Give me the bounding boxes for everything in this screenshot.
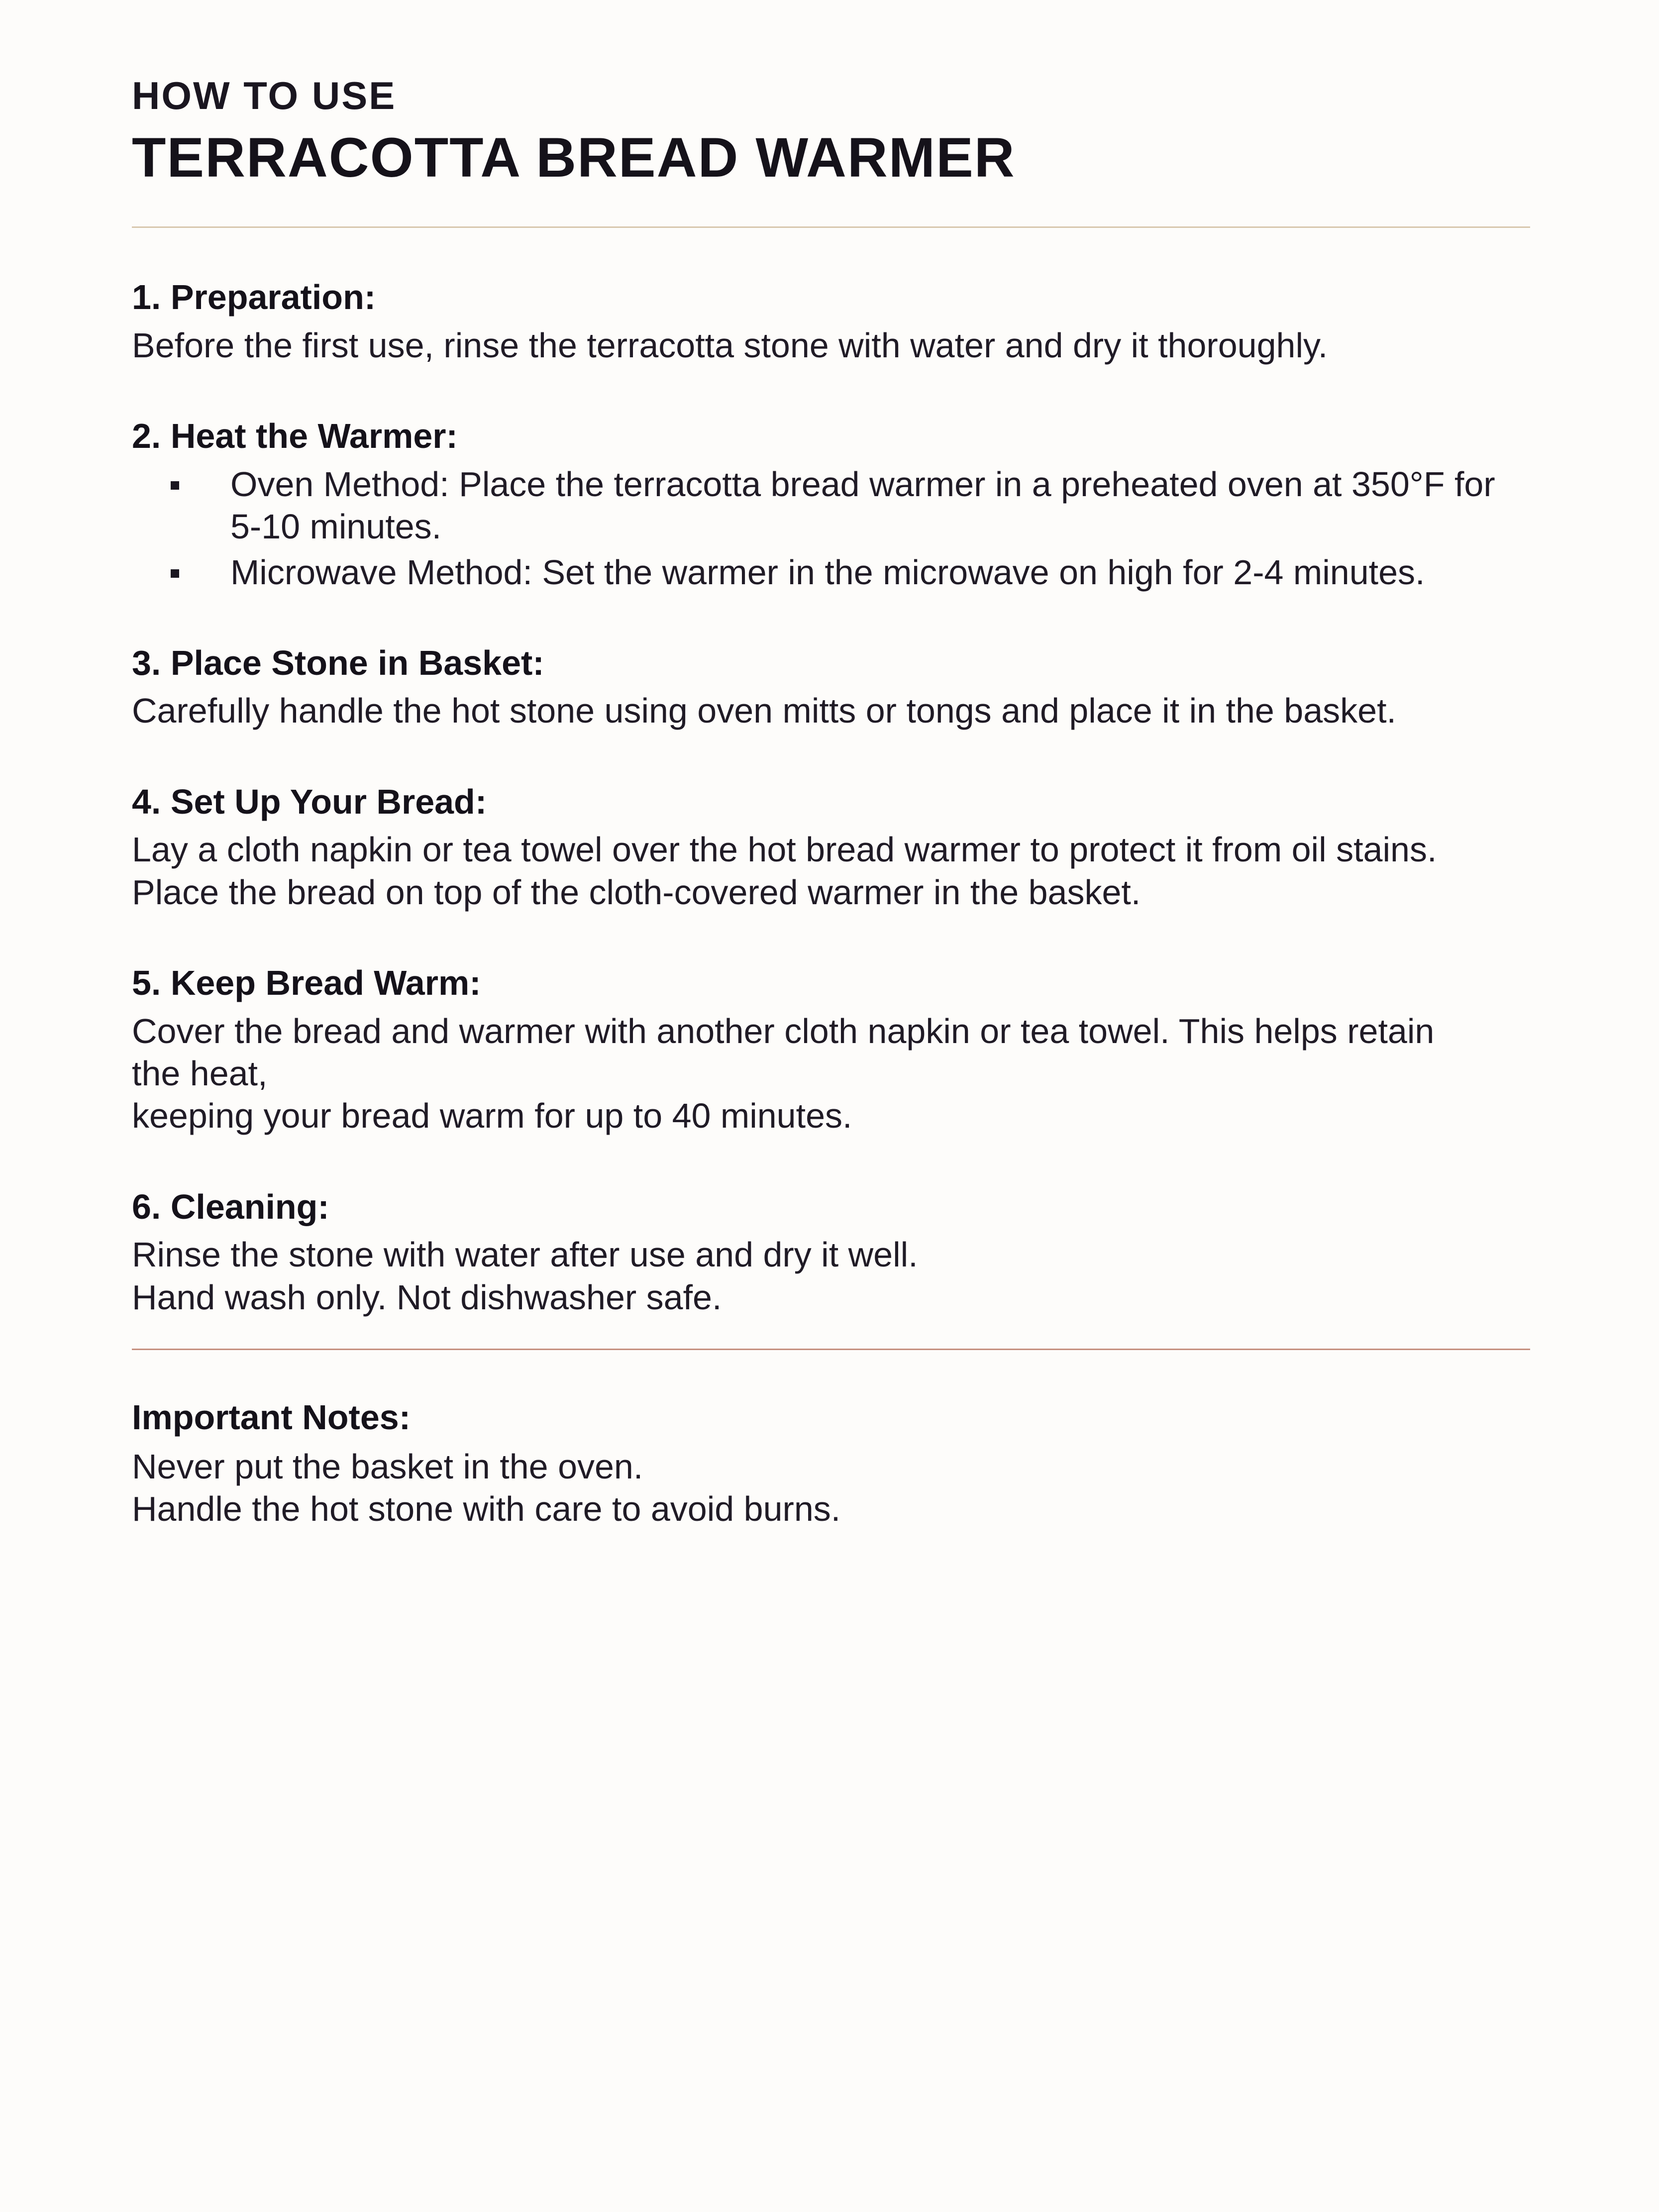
section-place-stone-in-basket	[132, 641, 1530, 733]
bullet-square-icon	[171, 569, 179, 578]
section-body-line-2: keeping your bread warm for up to 40 minutes.	[132, 1096, 852, 1136]
divider-top	[132, 226, 1530, 228]
page-title: TERRACOTTA BREAD WARMER	[132, 126, 1016, 189]
page-eyebrow: HOW TO USE	[132, 74, 397, 117]
list-item-text: Microwave Method: Set the warmer in the microwave on high for 2-4 minutes.	[230, 552, 1425, 592]
notes-heading: Important Notes:	[132, 1398, 411, 1437]
section-heading: 6. Cleaning:	[132, 1187, 329, 1226]
important-notes	[132, 1396, 1530, 1530]
bullet-list	[132, 463, 1530, 594]
section-body: Lay a cloth napkin or tea towel over the hot bread warmer to protect it from oil stains. Place the bread on top of the cloth-covered warmer in the basket.	[132, 830, 1437, 912]
divider-bottom	[132, 1349, 1530, 1350]
section-body-line-2: Hand wash only. Not dishwasher safe.	[132, 1277, 722, 1317]
section-heading: 1. Preparation:	[132, 278, 376, 317]
section-heat-the-warmer	[132, 415, 1530, 594]
section-heading: 5. Keep Bread Warm:	[132, 963, 481, 1003]
section-cleaning	[132, 1185, 1530, 1319]
list-item	[132, 463, 1530, 548]
section-body-line-1: Cover the bread and warmer with another cloth napkin or tea towel. This helps retain the heat,	[132, 1011, 1435, 1093]
list-item-text: Oven Method: Place the terracotta bread warmer in a preheated oven at 350°F for 5-10 minutes.	[230, 464, 1495, 546]
header	[132, 75, 1530, 187]
bullet-square-icon	[171, 481, 179, 490]
section-keep-bread-warm	[132, 961, 1530, 1138]
list-item	[132, 551, 1530, 594]
notes-line-1: Never put the basket in the oven.	[132, 1447, 643, 1486]
section-body-line-1: Rinse the stone with water after use and dry it well.	[132, 1235, 918, 1274]
notes-line-2: Handle the hot stone with care to avoid burns.	[132, 1489, 841, 1528]
section-heading: 2. Heat the Warmer:	[132, 417, 458, 456]
section-body: Carefully handle the hot stone using oven mitts or tongs and place it in the basket.	[132, 691, 1396, 731]
section-body: Before the first use, rinse the terracotta stone with water and dry it thoroughly.	[132, 325, 1328, 365]
section-heading: 3. Place Stone in Basket:	[132, 643, 544, 682]
section-preparation	[132, 276, 1530, 367]
section-heading: 4. Set Up Your Bread:	[132, 782, 487, 821]
section-set-up-your-bread	[132, 780, 1530, 914]
